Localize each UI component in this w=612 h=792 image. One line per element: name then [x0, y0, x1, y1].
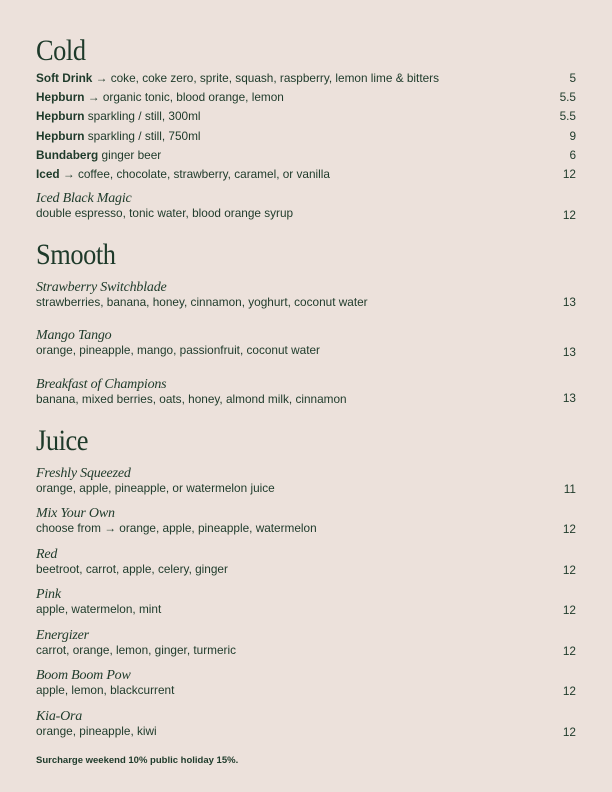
item-name: Bundaberg — [36, 147, 99, 162]
menu-item — [36, 280, 576, 310]
item-name: Breakfast of Champions — [36, 377, 167, 392]
menu-item — [36, 191, 576, 221]
item-name: Iced — [36, 167, 60, 182]
item-desc: → coke, coke zero, sprite, squash, raspberry, lemon lime & bitters — [92, 71, 439, 85]
item-desc: strawberries, banana, honey, cinnamon, yoghurt, coconut water — [36, 295, 368, 309]
menu-item — [36, 668, 576, 698]
item-price: 5.5 — [559, 90, 576, 105]
item-desc: orange, apple, pineapple, or watermelon juice — [36, 481, 275, 495]
menu-item — [36, 328, 576, 358]
item-name: Strawberry Switchblade — [36, 280, 167, 295]
item-price: 12 — [562, 603, 576, 617]
item-price: 12 — [562, 644, 576, 658]
menu-row — [36, 69, 576, 88]
item-name: Hepburn — [36, 128, 85, 143]
item-name: Mix Your Own — [36, 506, 115, 521]
item-price: 12 — [562, 522, 576, 536]
item-desc: orange, pineapple, kiwi — [36, 724, 157, 738]
item-desc: choose from → orange, apple, pineapple, watermelon — [36, 521, 317, 535]
menu-item — [36, 466, 576, 496]
item-price: 13 — [562, 391, 576, 405]
cold-section — [36, 36, 576, 66]
item-name: Energizer — [36, 628, 89, 643]
item-desc: double espresso, tonic water, blood orange syrup — [36, 206, 294, 220]
item-desc: carrot, orange, lemon, ginger, turmeric — [36, 643, 236, 657]
item-desc: banana, mixed berries, oats, honey, almond milk, cinnamon — [36, 392, 347, 406]
item-desc: sparkling / still, 750ml — [84, 128, 201, 143]
item-name: Red — [36, 547, 58, 562]
item-name: Boom Boom Pow — [36, 668, 131, 683]
item-desc: apple, lemon, blackcurrent — [36, 683, 175, 697]
smooth-section — [36, 240, 576, 270]
menu-row — [36, 107, 576, 126]
menu-item — [36, 628, 576, 658]
menu-item — [36, 709, 576, 739]
menu-item — [36, 547, 576, 577]
item-name: Hepburn — [36, 90, 85, 105]
section-title-smooth: Smooth — [36, 238, 116, 271]
item-price: 12 — [562, 725, 576, 739]
item-name: Iced Black Magic — [36, 191, 132, 206]
item-desc: orange, pineapple, mango, passionfruit, coconut water — [36, 343, 320, 357]
item-desc: → coffee, chocolate, strawberry, caramel, or vanilla — [59, 167, 330, 182]
item-price: 12 — [562, 167, 576, 182]
item-price: 12 — [562, 208, 576, 222]
surcharge-note: Surcharge weekend 10% public holiday 15%. — [36, 755, 239, 766]
juice-section — [36, 426, 576, 456]
item-name: Hepburn — [36, 109, 85, 124]
item-price: 5 — [569, 71, 576, 85]
item-desc: apple, watermelon, mint — [36, 602, 162, 616]
item-price: 12 — [562, 563, 576, 577]
menu-item — [36, 587, 576, 617]
menu-item — [36, 377, 576, 407]
menu-row — [36, 165, 576, 184]
menu-item — [36, 506, 576, 536]
item-name: Pink — [36, 587, 61, 602]
item-price: 6 — [569, 147, 576, 162]
item-desc: ginger beer — [98, 147, 162, 162]
item-desc: beetroot, carrot, apple, celery, ginger — [36, 562, 228, 576]
item-name: Freshly Squeezed — [36, 466, 131, 481]
item-price: 13 — [562, 345, 576, 359]
cold-list — [36, 69, 576, 184]
menu-row — [36, 146, 576, 165]
section-title-cold: Cold — [36, 34, 86, 67]
item-price: 13 — [562, 295, 576, 309]
menu-row — [36, 127, 576, 146]
item-desc: → organic tonic, blood orange, lemon — [84, 90, 284, 105]
item-name: Mango Tango — [36, 328, 112, 343]
item-price: 9 — [569, 128, 576, 143]
item-price: 5.5 — [559, 109, 576, 124]
item-price: 12 — [562, 684, 576, 698]
menu-row — [36, 88, 576, 107]
section-title-juice: Juice — [36, 424, 89, 457]
item-desc: sparkling / still, 300ml — [84, 109, 201, 124]
item-price: 11 — [563, 482, 576, 496]
item-name: Soft Drink — [36, 71, 93, 85]
item-name: Kia-Ora — [36, 709, 83, 724]
